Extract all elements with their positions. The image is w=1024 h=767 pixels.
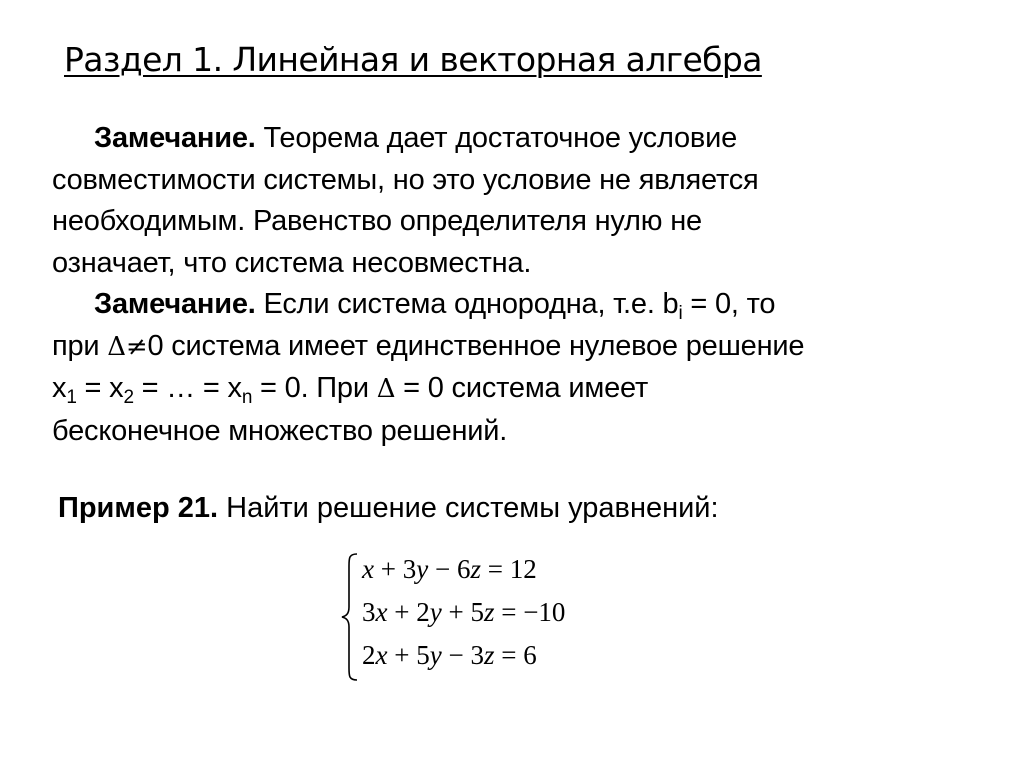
var-x1: x [52,372,67,404]
sub-1: 1 [66,387,77,408]
eq-part-2: = … = x [133,372,242,404]
sub-2: 2 [123,387,134,408]
example-label: Пример 21. [58,492,219,524]
remark-1-line-1 [52,118,982,160]
equation-2: 3x + 2y + 5z = −10 [362,597,566,627]
remark-2-line-3 [52,368,982,411]
remark-2-line-2 [52,326,982,369]
remark-2-text-3-end: = 0 система имеет [395,372,649,404]
equation-1: x + 3y − 6z = 12 [362,554,537,584]
remark-1-text-1: Теорема дает достаточное условие [255,122,738,154]
left-brace [340,552,360,682]
remark-2-line-4: бесконечное множество решений. [52,414,508,447]
equation-3: 2x + 5y − 3z = 6 [362,640,537,670]
example-heading [58,488,719,529]
remark-2-label: Замечание. [94,288,256,320]
remark-2-text-1: Если система однородна, т.е. b [255,288,679,320]
slide-title: Раздел 1. Линейная и векторная алгебра [64,40,762,79]
sub-n: n [241,387,253,408]
delta-not-equal-symbol: Δ≠ [107,331,148,362]
eq-part-1: = x [76,372,124,404]
remark-1-line-3: необходимым. Равенство определителя нулю не [52,205,702,237]
delta-symbol: Δ [376,374,396,404]
remark-2-line-1 [52,284,982,326]
equation-system [340,552,620,682]
remarks-block [52,118,982,452]
remark-1-line-2: совместимости системы, но это условие не является [52,163,759,196]
remark-2-text-2-start: при [52,329,108,362]
example-text: Найти решение системы уравнений: [218,492,719,524]
remark-1-label: Замечание. [94,122,256,154]
remark-2-text-2-end: 0 система имеет единственное нулевое решение [147,329,805,362]
remark-2-sub-i: i [678,303,683,324]
eq-part-3: = 0. При [252,372,377,404]
remark-2-text-1-end: = 0, то [682,288,776,320]
remark-1-line-4: означает, что система несовместна. [52,246,532,279]
